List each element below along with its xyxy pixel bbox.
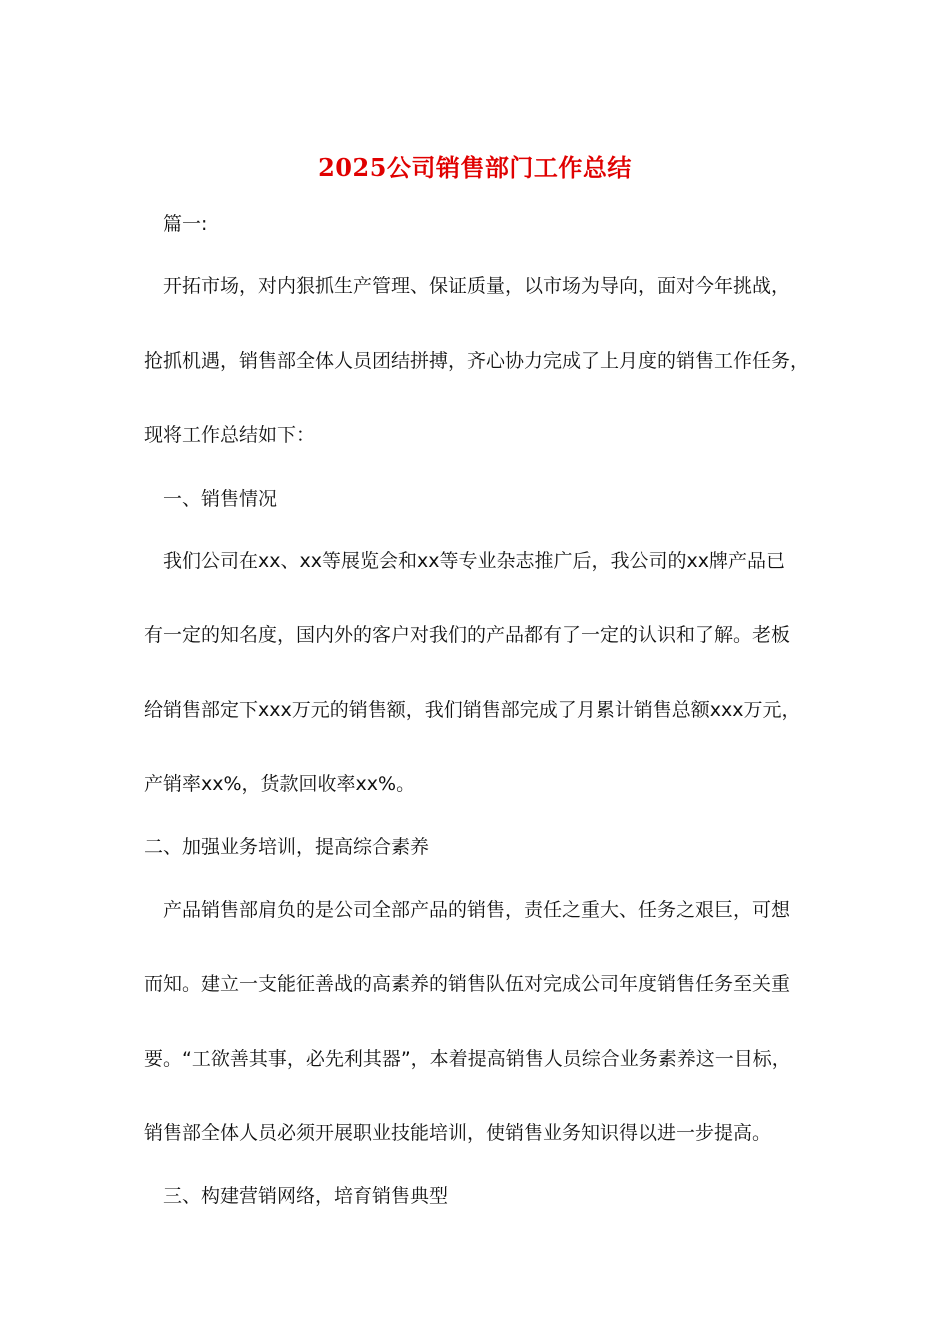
document-title: 2025公司销售部门工作总结 — [318, 153, 632, 182]
paragraph-line: 我们公司在xx、xx等展览会和xx等专业杂志推广后，我公司的xx牌产品已 — [163, 550, 785, 572]
section-heading-network: 三、构建营销网络，培育销售典型 — [163, 1185, 449, 1207]
paragraph-line: 抢抓机遇，销售部全体人员团结拼搏，齐心协力完成了上月度的销售工作任务， — [144, 350, 810, 372]
section-heading-training: 二、加强业务培训，提高综合素养 — [144, 836, 430, 858]
paragraph-line: 给销售部定下xxx万元的销售额，我们销售部完成了月累计销售总额xxx万元， — [144, 699, 801, 721]
paragraph-line: 产销率xx%，货款回收率xx%。 — [144, 773, 416, 795]
paragraph-line: 销售部全体人员必须开展职业技能培训，使销售业务知识得以进一步提高。 — [144, 1122, 772, 1144]
section-label-part-one: 篇一: — [163, 213, 208, 235]
section-heading-sales: 一、销售情况 — [163, 488, 278, 510]
paragraph-line: 有一定的知名度，国内外的客户对我们的产品都有了一定的认识和了解。老板 — [144, 624, 791, 646]
paragraph-line: 开拓市场，对内狠抓生产管理、保证质量，以市场为导向，面对今年挑战， — [163, 275, 791, 297]
paragraph-line: 产品销售部肩负的是公司全部产品的销售，责任之重大、任务之艰巨，可想 — [163, 899, 791, 921]
paragraph-line: 要。“工欲善其事，必先利其器”，本着提高销售人员综合业务素养这一目标， — [144, 1048, 791, 1070]
paragraph-line: 现将工作总结如下： — [144, 424, 316, 446]
paragraph-line: 而知。建立一支能征善战的高素养的销售队伍对完成公司年度销售任务至关重 — [144, 973, 791, 995]
